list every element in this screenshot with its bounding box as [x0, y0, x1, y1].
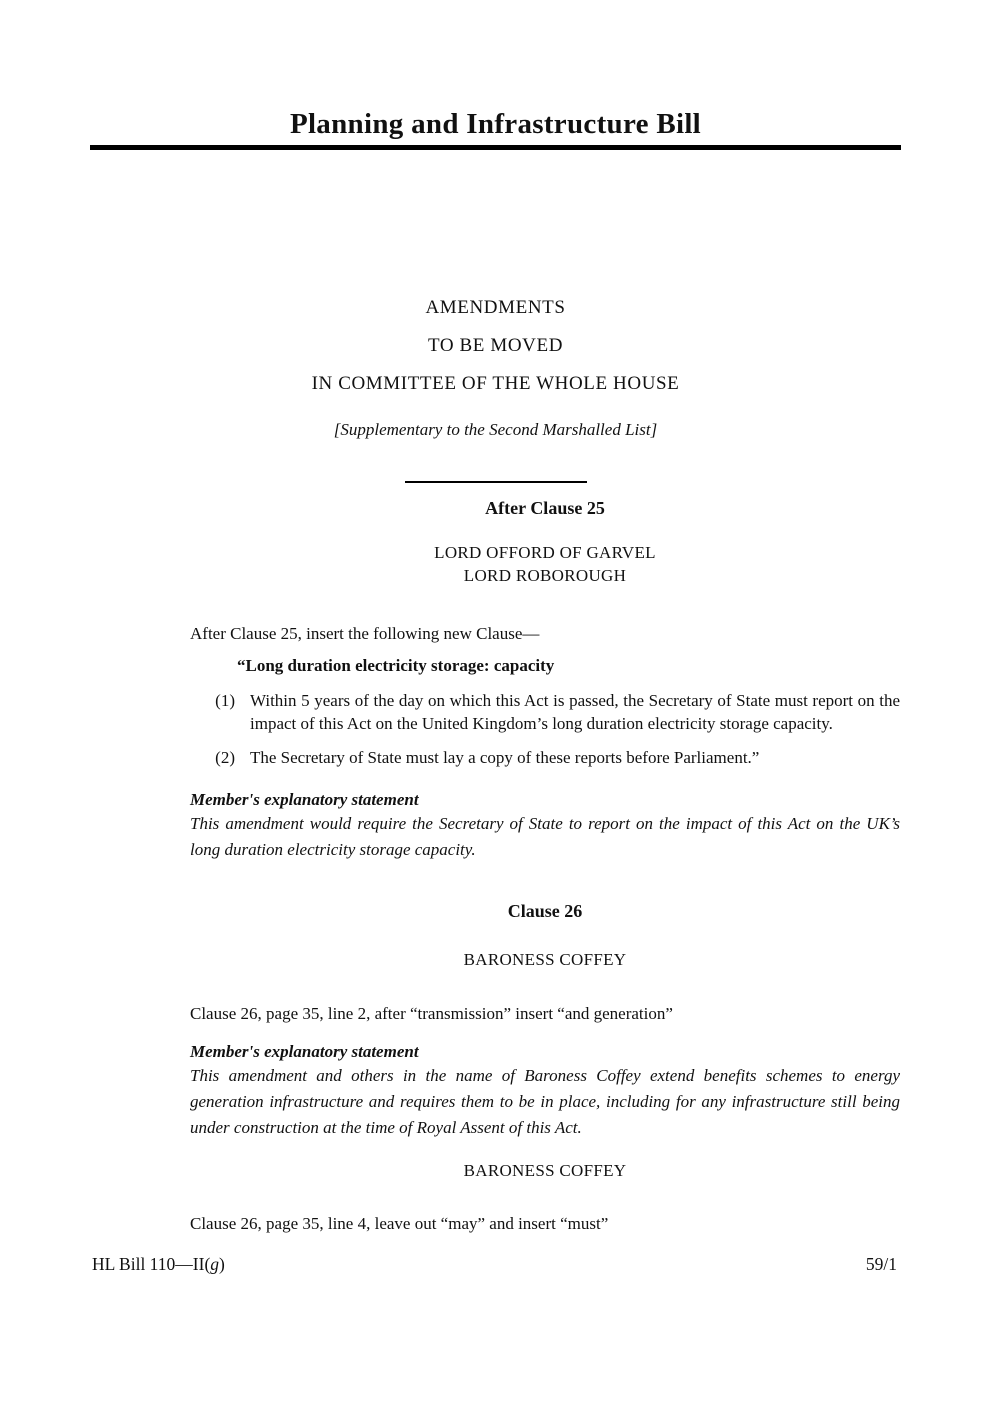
subsection-2-number: (2): [215, 748, 235, 767]
subsection-2-text: The Secretary of State must lay a copy of these reports before Parliament.”: [250, 748, 760, 767]
page-sigil: 59/1: [865, 1254, 897, 1274]
mover-name-baroness-coffey-2: BARONESS COFFEY: [463, 1161, 627, 1180]
title-double-rule: [90, 145, 901, 150]
explanatory-statement-text: This amendment would require the Secretary of State to report on the impact of this Act on the UK’s long duration electricity storage capacity.: [190, 814, 900, 859]
bill-header: [0, 0, 991, 150]
explanatory-statement-label: Member's explanatory statement: [190, 790, 419, 809]
subsection-1-number: (1): [215, 691, 235, 710]
mover-name-lord-offord: LORD OFFORD OF GARVEL: [434, 543, 656, 562]
clause-26-section: [190, 900, 900, 1235]
amendment-text-line-2: Clause 26, page 35, line 2, after “transmission” insert “and generation”: [190, 1004, 673, 1023]
new-clause-title: “Long duration electricity storage: capacity: [237, 656, 555, 675]
explanatory-statement-text: This amendment and others in the name of Baroness Coffey extend benefits schemes to energy generation infrastructure and requires them to be in place, including for any infrastructure still being under construction at the time of Royal Assent of this Act.: [190, 1066, 900, 1137]
amendments-masthead: [0, 296, 991, 483]
after-clause-25-section: [190, 497, 900, 863]
amendment-instruction: After Clause 25, insert the following new Clause—: [190, 624, 540, 643]
mover-name-lord-roborough: LORD ROBOROUGH: [463, 566, 627, 585]
section-divider-rule: [405, 481, 587, 483]
masthead-line-to-be-moved: TO BE MOVED: [427, 335, 564, 356]
after-clause-25-heading: After Clause 25: [485, 498, 605, 518]
amendment-text-line-4: Clause 26, page 35, line 4, leave out “may” and insert “must”: [190, 1214, 609, 1233]
mover-name-baroness-coffey-1: BARONESS COFFEY: [463, 950, 627, 969]
clause-26-heading: Clause 26: [507, 901, 583, 921]
mover-names-block: [190, 541, 900, 587]
subsection-2: [190, 746, 900, 769]
subsection-1: [190, 689, 900, 735]
explanatory-statement-label: Member's explanatory statement: [190, 1042, 419, 1061]
bill-number: HL Bill 110—II(g): [92, 1254, 225, 1274]
bill-title: Planning and Infrastructure Bill: [289, 108, 702, 140]
page-footer: [92, 1253, 897, 1275]
subsection-1-text: Within 5 years of the day on which this Act is passed, the Secretary of State must report on the impact of this Act on the United Kingdom’s long duration electricity storage capacity.: [250, 691, 900, 733]
marshalled-list-note: [Supplementary to the Second Marshalled List]: [333, 420, 658, 439]
masthead-line-committee: IN COMMITTEE OF THE WHOLE HOUSE: [311, 373, 680, 394]
masthead-line-amendments: AMENDMENTS: [425, 297, 566, 318]
